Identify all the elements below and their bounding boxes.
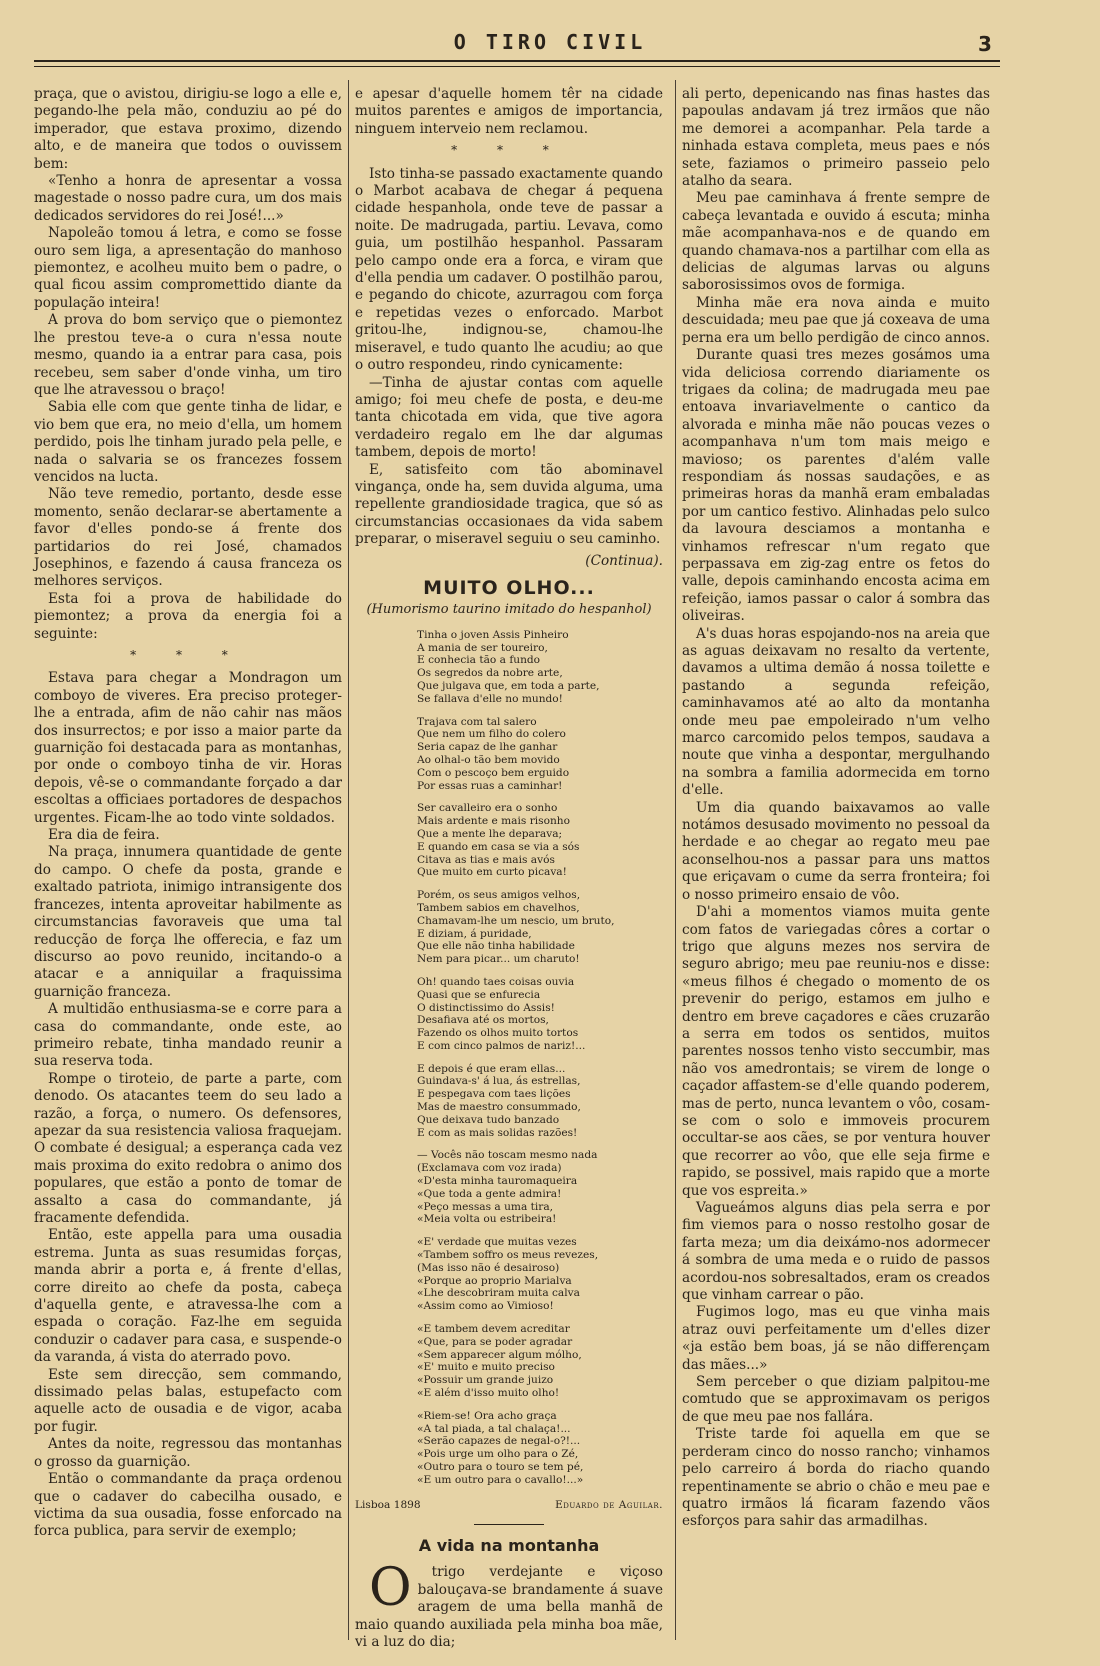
- paragraph: Durante quasi tres mezes gosámos uma vida deliciosa correndo diariamente os trigaes da colina; de madrugada meu pae entoava invariavelmente o cantico da alvorada e minha mãe não poucas vezes o acompanhava n'um tom mais meigo e mavioso; os parentes d'além valle respondiam ás nossas saudações, e as primeiras horas da manhã eram embaladas por um cantico festivo. Alinhadas pelo sulco da lavoura desciamos a montanha e vinhamos refrescar n'um regato que perpassava em zig-zag entre os fetos do valle, depois caminhando encosta acima em refeição, iamos passar o calor á sombra das oliveiras.: [682, 347, 990, 625]
- poem-line: (Exclamava com voz irada): [417, 1162, 562, 1175]
- poem-signature: [355, 1497, 663, 1514]
- paragraph-text: trigo verdejante e viçoso balouçava-se brandamente á suave aragem de uma bella manhã de maio quando auxiliada pela minha boa mãe, vi a luz do dia;: [355, 1564, 663, 1651]
- poem-line: Que julgava que, em toda a parte,: [417, 679, 600, 692]
- poem-line: (Mas isso não é desairoso): [417, 1261, 560, 1274]
- poem-stanza: [417, 1323, 663, 1400]
- poem-line: Tinha o joven Assis Pinheiro: [417, 628, 569, 641]
- paragraph: Vagueámos alguns dias pela serra e por fim viemos para o nosso restolho gosar de farta meza; um dia deixámo-nos adormecer á sombra de uma meda e o ruido de passos acordou-nos sobresaltados, eram os creados que vinham carrear o pão.: [682, 1200, 990, 1304]
- poem-line: «Peço messas a uma tira,: [417, 1200, 554, 1213]
- paragraph: Napoleão tomou á letra, e como se fosse ouro sem liga, a apresentação do manhoso piemontez, e acolheu muito bem o padre, o qual ficou assim compromettido diante da população inteira!: [34, 225, 342, 311]
- poem-line: Que nem um filho do colero: [417, 728, 566, 741]
- poem-line: «D'esta minha tauromaqueira: [417, 1175, 578, 1188]
- poem-line: «Sem apparecer algum mólho,: [417, 1348, 582, 1361]
- poem-line: E conhecia tão a fundo: [417, 654, 541, 667]
- poem-title: MUITO OLHO...: [423, 576, 595, 599]
- poem-subtitle: (Humorismo taurino imitado do hespanhol): [366, 602, 652, 618]
- poem-line: Que deixava tudo banzado: [417, 1113, 560, 1126]
- poem-line: Tambem sabios em chavelhos,: [417, 901, 580, 914]
- paragraph: Era dia de feira.: [48, 827, 160, 844]
- continued-note: (Continua).: [585, 552, 663, 569]
- divider: [474, 1524, 544, 1525]
- poem-line: Ao olhal-o tão bem movido: [417, 753, 560, 766]
- paragraph: A prova do bom serviço que o piemontez lhe prestou teve-a o cura n'essa noute mesmo, quando ia a entrar para casa, pois recebeu, sem saber d'onde vinha, um tiro que lhe atravessou o braço!: [34, 312, 342, 398]
- column-3: [682, 86, 990, 1641]
- paragraph: Então o commandante da praça ordenou que o cadaver do cabecilha ousado, e victima da sua ousadia, fosse enforcado na forca publica, para servir de exemplo;: [34, 1471, 342, 1540]
- paragraph: [355, 1558, 663, 1651]
- poem-line: E quando em casa se via a sós: [417, 840, 580, 853]
- poem-line: «Que, para se poder agradar: [417, 1335, 573, 1348]
- poem-stanza: [417, 1149, 663, 1226]
- newspaper-title: O TIRO CIVIL: [453, 30, 647, 54]
- poem-stanza: [417, 629, 663, 706]
- poem-line: «E' muito e muito preciso: [417, 1361, 555, 1374]
- section-break: * * *: [451, 143, 567, 158]
- dropcap: O: [369, 1558, 412, 1619]
- poem-line: Nem para picar... um charuto!: [417, 953, 580, 966]
- poem-line: O distinctissimo do Assis!: [417, 1001, 555, 1014]
- poem-line: Os segredos da nobre arte,: [417, 667, 563, 680]
- poem-line: — Vocês não toscam mesmo nada: [417, 1149, 598, 1162]
- paragraph: Fugimos logo, mas eu que vinha mais atraz ouvi perfeitamente um d'elles dizer «ja estão bem boas, já se não differençam das mães...»: [682, 1304, 990, 1373]
- paragraph: Meu pae caminhava á frente sempre de cabeça levantada e ouvido á escuta; minha mãe acompanhava-nos e de quando em quando chamava-nos a partilhar com ella as delicias de algumas larvas ou alguns saborosissimos ovos de formiga.: [682, 190, 990, 294]
- poem-line: E com as mais solidas razões!: [417, 1126, 578, 1139]
- paragraph: Na praça, innumera quantidade de gente do campo. O chefe da posta, grande e exaltado patriota, inimigo intransigente dos francezes, intenta aproveitar habilmente as circumstancias favoraveis que uma tal reducção de força lhe offerecia, e faz um discurso ao povo reunido, incitando-o a atacar e a anniquilar a fraquissima guarnição franceza.: [34, 844, 342, 1000]
- paragraph: Antes da noite, regressou das montanhas o grosso da guarnição.: [34, 1436, 342, 1470]
- paragraph: A multidão enthusiasma-se e corre para a casa do commandante, onde este, ao primeiro rebate, tinha mandado reunir a sua reserva toda.: [34, 1001, 342, 1070]
- poem-line: Desafiava até os mortos,: [417, 1014, 549, 1027]
- poem-line: «Porque ao proprio Marialva: [417, 1274, 572, 1287]
- paragraph: Esta foi a prova de habilidade do piemontez; a prova da energia foi a seguinte:: [34, 590, 342, 642]
- poem-line: Com o pescoço bem erguido: [417, 766, 570, 779]
- poem-line: «E além d'isso muito olho!: [417, 1387, 560, 1400]
- paragraph: Sem perceber o que diziam palpitou-me comtudo que se approximavam os perigos de que meu pae nos fallára.: [682, 1374, 990, 1425]
- poem-line: «Tambem soffro os meus revezes,: [417, 1249, 599, 1262]
- poem-stanza: [417, 1410, 663, 1487]
- poem-line: Guindava-s' á lua, ás estrellas,: [417, 1075, 581, 1088]
- poem-place-date: Lisboa 1898: [355, 1498, 421, 1511]
- paragraph: e apesar d'aquelle homem têr na cidade muitos parentes e amigos de importancia, ninguem interveio nem reclamou.: [355, 86, 663, 137]
- poem-line: Quasi que se enfurecia: [417, 988, 541, 1001]
- paragraph: D'ahi a momentos viamos muita gente com fatos de variegadas côres a cortar o trigo que alguns mezes nos servira de seguro abrigo; meu pae reuniu-nos e disse: «meus filhos é chegado o momento de os prevenir do perigo, estamos em julho e dentro em breve caçadores e cães cruzarão a serra em todos os sentidos, muitos parentes nossos tenho visto seccumbir, mas não vos amedrontais; se virem de longe o caçador affastem-se d'elle quando poderem, mas de perto, nunca levantem o vôo, cosam-se com o solo e immoveis procurem occultar-se aos cães, se por ventura houver que recorrer ao vôo, que elle seja firme e rapido, se possivel, mais rapido que a morte que vos espreita.»: [682, 904, 990, 1199]
- poem-line: Citava as tias e mais avós: [417, 853, 555, 866]
- poem: [417, 629, 663, 1487]
- column-1: [34, 86, 342, 1641]
- paragraph: Um dia quando baixavamos ao valle notámos desusado movimento no pessoal da herdade e ao chegar ao regato meu pae aconselhou-nos a passar para uns mattos que eriçavam o cume da serra fronteira; foi o nosso primeiro ensaio de vôo.: [682, 799, 990, 903]
- poem-line: «Serão capazes de negal-o?!...: [417, 1435, 581, 1448]
- paragraph: Isto tinha-se passado exactamente quando o Marbot acabava de chegar á pequena cidade hespanhola, onde teve de passar a noite. De madrugada, partiu. Levava, como guia, um postilhão hespanhol. Passaram pelo campo onde era a forca, e viram que d'ella pendia um cadaver. O postilhão parou, e pegando do chicote, azurragou com força e repetidas vezes o enforcado. Marbot gritou-lhe, indignou-se, chamou-lhe miseravel, e tudo quanto lhe acudiu; ao que o outro respondeu, rindo cynicamente:: [355, 165, 663, 374]
- poem-line: Fazendo os olhos muito tortos: [417, 1027, 579, 1040]
- poem-line: Seria capaz de lhe ganhar: [417, 741, 558, 754]
- poem-stanza: [417, 1063, 663, 1140]
- poem-line: Oh! quando taes coisas ouvia: [417, 975, 575, 988]
- page-number: 3: [978, 32, 992, 56]
- poem-line: E com cinco palmos de nariz!...: [417, 1039, 586, 1052]
- paragraph: Não teve remedio, portanto, desde esse momento, senão declarar-se abertamente a favor d'elles pondo-se á frente dos partidarios do rei José, chamados Josephinos, e fazendo á causa franceza os melhores serviços.: [34, 486, 342, 590]
- poem-author: Eduardo de Aguilar.: [555, 1498, 663, 1511]
- poem-line: «Que toda a gente admira!: [417, 1187, 562, 1200]
- paragraph: E, satisfeito com tão abominavel vingança, onde ha, sem duvida alguma, uma repellente grandiosidade tragica, que só as circumstancias occasionaes da vida sabem preparar, o miseravel seguiu o seu caminho.: [355, 461, 663, 548]
- paragraph: praça, que o avistou, dirigiu-se logo a elle e, pegando-lhe pela mão, conduziu ao pé do imperador, que estava proximo, dizendo alto, e de maneira que todos o ouvissem bem:: [34, 86, 342, 172]
- column-divider: [348, 80, 349, 1640]
- poem-line: E depois é que eram ellas...: [417, 1062, 566, 1075]
- poem-line: «Riem-se! Ora acho graça: [417, 1409, 557, 1422]
- poem-line: «Meia volta ou estribeira!: [417, 1213, 557, 1226]
- poem-line: Mas de maestro consummado,: [417, 1101, 581, 1114]
- poem-line: «Assim como ao Vimioso!: [417, 1300, 554, 1313]
- poem-line: «E um outro para o cavallo!...»: [417, 1473, 584, 1486]
- poem-line: «Pois urge um olho para o Zé,: [417, 1448, 579, 1461]
- poem-line: «Lhe descobriram muita calva: [417, 1287, 580, 1300]
- section-break: * * *: [130, 648, 246, 662]
- poem-line: Trajava com tal salero: [417, 715, 537, 728]
- poem-line: Porém, os seus amigos velhos,: [417, 889, 581, 902]
- poem-line: Por essas ruas a caminhar!: [417, 779, 563, 792]
- poem-line: «E' verdade que muitas vezes: [417, 1236, 577, 1249]
- poem-line: Que muito em curto picava!: [417, 866, 567, 879]
- poem-stanza: [417, 1236, 663, 1313]
- poem-line: Que elle não tinha habilidade: [417, 940, 575, 953]
- poem-line: Mais ardente e mais risonho: [417, 815, 570, 828]
- poem-line: «E tambem devem acreditar: [417, 1323, 570, 1336]
- poem-line: E pespegava com taes lições: [417, 1088, 571, 1101]
- poem-line: Ser cavalleiro era o sonho: [417, 802, 558, 815]
- header-rule-thin: [34, 66, 1000, 67]
- poem-line: «Outro para o touro se tem pé,: [417, 1461, 584, 1473]
- poem-line: Chamavam-lhe um nescio, um bruto,: [417, 914, 615, 927]
- paragraph: A's duas horas espojando-nos na areia que as aguas deixavam no resalto da vertente, davamos a ultima demão á nossa toilette e pastando a segunda refeição, caminhavamos até ao alto da montanha onde meu pae empoleirado n'um velho marco carcomido pelos tempos, saudava a noute que vinha a despontar, mergulhando na sombra a familia adormecida em torno d'elle.: [682, 625, 990, 799]
- paragraph: Então, este appella para uma ousadia estrema. Junta as suas resumidas forças, manda abrir a porta e, á frente d'ellas, corre direito ao chefe da posta, cabeça d'aquella gente, e atravessa-lhe com a espada o coração. Faz-lhe em seguida conduzir o cadaver para casa, e suspende-o da varanda, á vista do aterrado povo.: [34, 1227, 342, 1366]
- paragraph: Sabia elle com que gente tinha de lidar, e vio bem que era, no meio d'ella, um homem perdido, pois lhe tinham jurado pela pelle, e nada o salvaria se os francezes fossem vencidos na lucta.: [34, 399, 342, 485]
- paragraph: Este sem direcção, sem commando, dissimado pelas balas, estupefacto com aquelle acto de ousadia e de vigor, acaba por fugir.: [34, 1366, 342, 1435]
- article-title: A vida na montanha: [418, 1536, 600, 1555]
- paragraph: Estava para chegar a Mondragon um comboyo de viveres. Era preciso proteger-lhe a entrada, afim de não cahir nas mãos dos insurrectos; e por isso a maior parte da guarnição foi destacada para as montanhas, por onde o comboyo tinha de vir. Horas depois, vê-se o commandante forçado a dar escoltas a officiaes portadores de despachos urgentes. Ficam-lhe ao todo vinte soldados.: [34, 670, 342, 826]
- column-divider: [675, 80, 676, 1640]
- poem-stanza: [417, 889, 663, 966]
- poem-line: «A tal piada, a tal chalaça!...: [417, 1422, 571, 1435]
- paragraph: Minha mãe era nova ainda e muito descuidada; meu pae que já coxeava de uma perna era um bello perdigão de cinco annos.: [682, 294, 990, 346]
- paragraph: Rompe o tiroteio, de parte a parte, com denodo. Os atacantes teem do seu lado a razão, a força, o numero. Os defensores, apezar da sua resistencia valiosa fraquejam. O combate é desigual; a esperança cada vez mais proxima do exito redobra o animo dos populares, que estão a ponto de tomar de assalto a casa do commandante, já fracamente defendida.: [34, 1070, 342, 1226]
- paragraph: —Tinha de ajustar contas com aquelle amigo; foi meu chefe de posta, e deu-me tanta chicotada em vida, que tive agora verdadeiro regalo em lhe dar algumas tambem, depois de morto!: [355, 374, 663, 461]
- poem-line: Se fallava d'elle no mundo!: [417, 692, 563, 705]
- paragraph: «Tenho a honra de apresentar a vossa magestade o nosso padre cura, um dos mais dedicados servidores do rei José!...»: [34, 173, 342, 224]
- poem-line: A mania de ser toureiro,: [417, 641, 548, 654]
- paragraph: ali perto, depenicando nas finas hastes das papoulas andavam já trez irmãos que não me demorei a acompanhar. Pela tarde a ninhada estava completa, meus paes e nós sete, faziamos o primeiro passeio pelo atalho da seara.: [682, 86, 990, 190]
- poem-line: Que a mente lhe deparava;: [417, 827, 563, 840]
- poem-line: E diziam, á puridade,: [417, 927, 532, 940]
- header-rule: [34, 60, 1000, 62]
- poem-stanza: [417, 802, 663, 879]
- poem-line: «Possuir um grande juizo: [417, 1374, 554, 1387]
- paragraph: Triste tarde foi aquella em que se perderam cinco do nosso rancho; vinhamos pelo carreiro á borda do riacho quando repentinamente se abrio o chão e meu pae e quatro irmãos lá ficaram fazendo vãos esforços para sahir das armadilhas.: [682, 1426, 990, 1530]
- poem-stanza: [417, 716, 663, 793]
- poem-stanza: [417, 976, 663, 1053]
- column-2: [355, 86, 663, 1651]
